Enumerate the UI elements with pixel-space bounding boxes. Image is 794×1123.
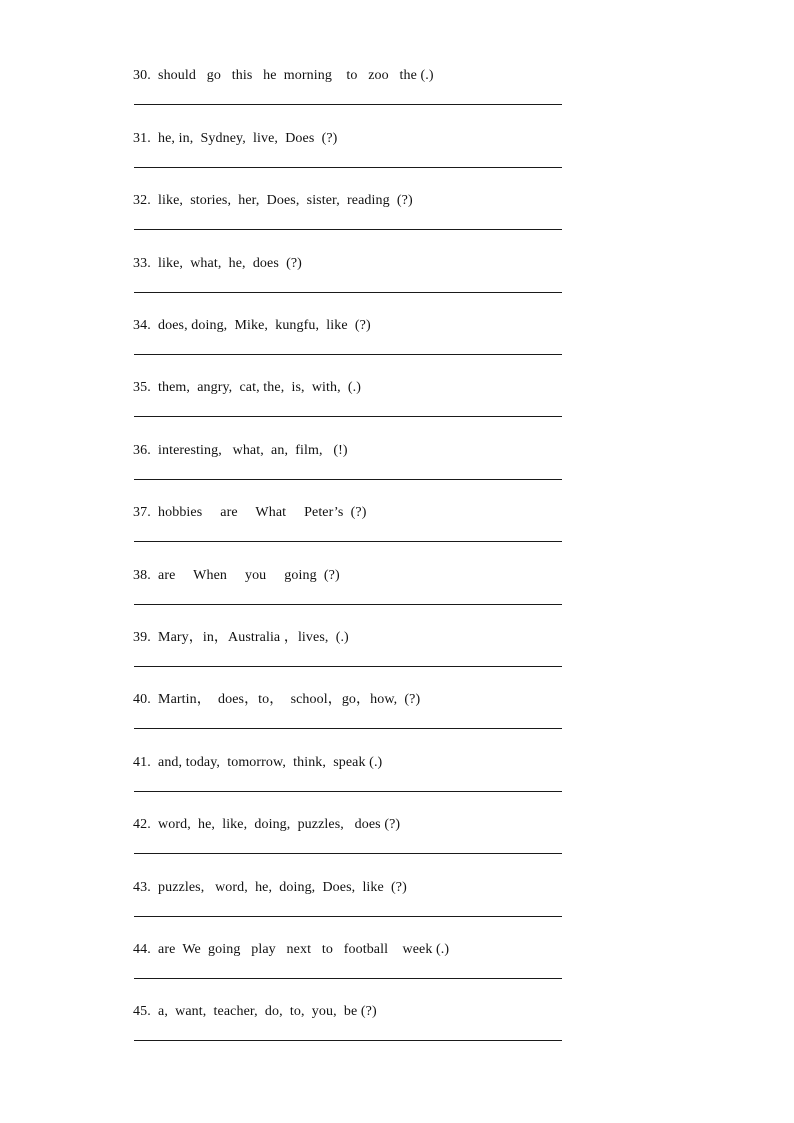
question-text: [133, 442, 348, 460]
question-43: [133, 879, 563, 941]
question-number: 36.: [133, 443, 151, 458]
question-38: [133, 567, 563, 629]
question-number: 39.: [133, 630, 151, 645]
question-35: [133, 379, 563, 441]
scrambled-words: word, he, like, doing, puzzles, does (?): [158, 817, 401, 832]
question-text: [133, 317, 371, 335]
answer-line[interactable]: [134, 853, 562, 854]
question-number: 38.: [133, 568, 151, 583]
answer-line[interactable]: [134, 728, 562, 729]
question-text: [133, 754, 382, 772]
question-number: 31.: [133, 131, 151, 146]
answer-line[interactable]: [134, 541, 562, 542]
question-number: 45.: [133, 1004, 151, 1019]
question-34: [133, 317, 563, 379]
question-text: [133, 816, 400, 834]
question-number: 33.: [133, 256, 151, 271]
question-42: [133, 816, 563, 878]
answer-line[interactable]: [134, 104, 562, 105]
question-text: [133, 192, 413, 210]
answer-line[interactable]: [134, 416, 562, 417]
question-text: [133, 941, 449, 959]
question-text: [133, 67, 434, 85]
scrambled-words: Martin， does，to， school，go，how, (?): [158, 692, 421, 707]
answer-line[interactable]: [134, 791, 562, 792]
question-text: [133, 879, 407, 897]
question-40: [133, 691, 563, 753]
question-36: [133, 442, 563, 504]
scrambled-words: Mary，in，Australia ，lives, (.): [158, 630, 349, 645]
question-number: 43.: [133, 880, 151, 895]
scrambled-words: like, stories, her, Does, sister, reading (?): [158, 193, 413, 208]
answer-line[interactable]: [134, 479, 562, 480]
question-number: 30.: [133, 68, 151, 83]
scrambled-words: puzzles, word, he, doing, Does, like (?): [158, 880, 407, 895]
question-33: [133, 255, 563, 317]
question-number: 41.: [133, 755, 151, 770]
question-number: 32.: [133, 193, 151, 208]
question-text: [133, 504, 366, 522]
question-number: 35.: [133, 380, 151, 395]
question-text: [133, 130, 337, 148]
scrambled-words: and, today, tomorrow, think, speak (.): [158, 755, 383, 770]
question-32: [133, 192, 563, 254]
scrambled-words: he, in, Sydney, live, Does (?): [158, 131, 338, 146]
answer-line[interactable]: [134, 167, 562, 168]
question-number: 44.: [133, 942, 151, 957]
scrambled-words: does, doing, Mike, kungfu, like (?): [158, 318, 371, 333]
question-text: [133, 379, 361, 397]
scrambled-words: hobbies are What Peter’s (?): [158, 505, 367, 520]
answer-line[interactable]: [134, 978, 562, 979]
question-45: [133, 1003, 563, 1065]
scrambled-words: should go this he morning to zoo the (.): [158, 68, 434, 83]
answer-line[interactable]: [134, 354, 562, 355]
question-44: [133, 941, 563, 1003]
answer-line[interactable]: [134, 292, 562, 293]
question-31: [133, 130, 563, 192]
question-number: 34.: [133, 318, 151, 333]
question-number: 40.: [133, 692, 151, 707]
scrambled-words: a, want, teacher, do, to, you, be (?): [158, 1004, 377, 1019]
answer-line[interactable]: [134, 666, 562, 667]
answer-line[interactable]: [134, 604, 562, 605]
scrambled-words: interesting, what, an, film, (!): [158, 443, 348, 458]
question-39: [133, 629, 563, 691]
question-text: [133, 691, 420, 709]
question-text: [133, 255, 302, 273]
question-number: 42.: [133, 817, 151, 832]
answer-line[interactable]: [134, 916, 562, 917]
question-37: [133, 504, 563, 566]
question-text: [133, 1003, 377, 1021]
scrambled-words: like, what, he, does (?): [158, 256, 302, 271]
question-41: [133, 754, 563, 816]
answer-line[interactable]: [134, 229, 562, 230]
question-text: [133, 629, 349, 647]
scrambled-words: are When you going (?): [158, 568, 340, 583]
scrambled-words: them, angry, cat, the, is, with, (.): [158, 380, 362, 395]
question-text: [133, 567, 340, 585]
scrambled-words: are We going play next to football week (.): [158, 942, 450, 957]
question-30: [133, 67, 563, 129]
answer-line[interactable]: [134, 1040, 562, 1041]
question-number: 37.: [133, 505, 151, 520]
